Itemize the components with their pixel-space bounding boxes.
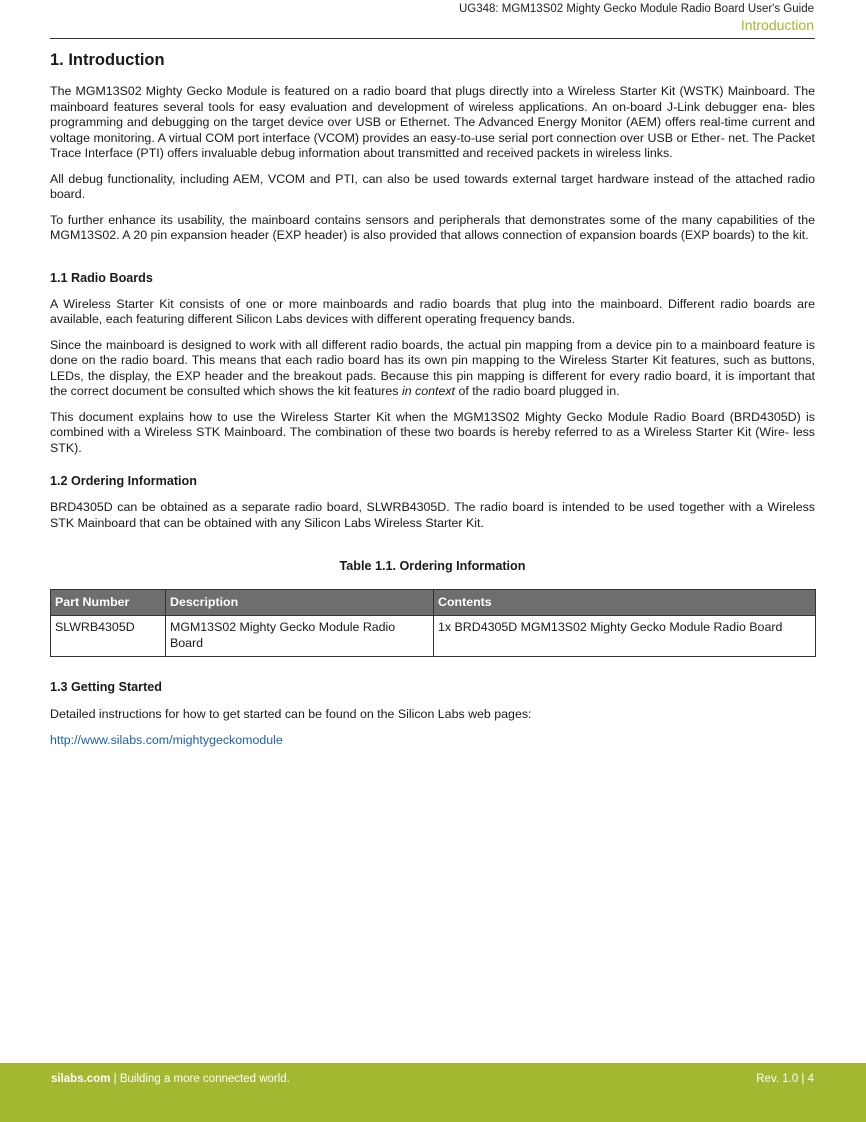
section-heading-radio-boards: 1.1 Radio Boards — [50, 270, 153, 285]
section-heading-ordering: 1.2 Ordering Information — [50, 474, 197, 488]
table-header-row — [51, 589, 816, 615]
radio-boards-p2-text-end: of the radio board plugged in. — [455, 384, 620, 398]
column-header-description: Description — [166, 589, 434, 615]
radio-boards-paragraph-2 — [50, 338, 815, 400]
ordering-table — [50, 589, 816, 657]
table-caption: Table 1.1. Ordering Information — [339, 559, 526, 573]
page-content — [50, 51, 815, 749]
silabs-web-link[interactable]: http://www.silabs.com/mightygeckomodule — [50, 733, 283, 747]
running-header-title: UG348: MGM13S02 Mighty Gecko Module Radio Board User's Guide — [458, 3, 814, 15]
radio-boards-p2-text: Since the mainboard is designed to work with all different radio boards, the actual pin mapping from a device pin to a mainboard feature is done on the radio board. This means that each radio board has its own pin mapping to the Wireless Starter Kit features, such as buttons, LEDs, the display, the EXP header and the breakout pads. Because this pin mapping is different for every radio board, it is important that the correct document be consulted which shows the kit features — [50, 337, 815, 398]
radio-boards-paragraph-3: This document explains how to use the Wireless Starter Kit when the MGM13S02 Mighty Gecko Module Radio Board (BRD4305D) is combined with a Wireless STK Mainboard. The combination of these two boards is hereby referred to as a Wireless Starter Kit (Wire- less STK). — [50, 409, 815, 455]
table-row — [51, 615, 816, 656]
running-header-section: Introduction — [740, 17, 814, 33]
footer-tagline-text: | Building a more connected world. — [110, 1073, 290, 1085]
cell-description: MGM13S02 Mighty Gecko Module Radio Board — [166, 615, 434, 656]
page-footer — [0, 1063, 866, 1122]
radio-boards-p2-emphasis: in context — [401, 384, 455, 398]
ordering-paragraph-1: BRD4305D can be obtained as a separate radio board, SLWRB4305D. The radio board is intended to be used together with a Wireless STK Mainboard that can be obtained with any Silicon Labs Wireless Starter Kit. — [50, 500, 815, 530]
footer-tagline — [51, 1073, 290, 1085]
cell-part-number: SLWRB4305D — [51, 615, 166, 656]
intro-paragraph-1: The MGM13S02 Mighty Gecko Module is featured on a radio board that plugs directly into a Wireless Starter Kit (WSTK) Mainboard. The mainboard features several tools for easy evaluation and development of wireless applications. An on-board J-Link debugger ena- bles programming and debugging on the target device over USB or Ethernet. The Advanced Energy Monitor (AEM) offers real-time current and voltage monitoring. A virtual COM port interface (VCOM) provides an easy-to-use serial port connection over USB or Ether- net. The Packet Trace Interface (PTI) offers invaluable debug information about transmitted and received packets in wireless links. — [50, 84, 815, 160]
getting-started-paragraph: Detailed instructions for how to get started can be found on the Silicon Labs web pages: — [50, 706, 532, 721]
header-divider — [50, 38, 815, 39]
column-header-part-number: Part Number — [51, 589, 166, 615]
section-heading-getting-started: 1.3 Getting Started — [50, 679, 162, 694]
footer-revision-page: Rev. 1.0 | 4 — [756, 1073, 814, 1085]
intro-paragraph-3: To further enhance its usability, the mainboard contains sensors and peripherals that demonstrates some of the many capabilities of the MGM13S02. A 20 pin expansion header (EXP header) is also provided that allows connection of expansion boards (EXP boards) to the kit. — [50, 212, 815, 242]
radio-boards-paragraph-1: A Wireless Starter Kit consists of one or more mainboards and radio boards that plug into the mainboard. Different radio boards are available, each featuring different Silicon Labs devices with different operating frequency bands. — [50, 296, 815, 326]
column-header-contents: Contents — [434, 589, 816, 615]
section-heading-introduction: 1. Introduction — [50, 51, 165, 69]
footer-site[interactable]: silabs.com — [51, 1073, 111, 1085]
cell-contents: 1x BRD4305D MGM13S02 Mighty Gecko Module Radio Board — [434, 615, 816, 656]
intro-paragraph-2: All debug functionality, including AEM, VCOM and PTI, can also be used towards external target hardware instead of the attached radio board. — [50, 171, 815, 201]
